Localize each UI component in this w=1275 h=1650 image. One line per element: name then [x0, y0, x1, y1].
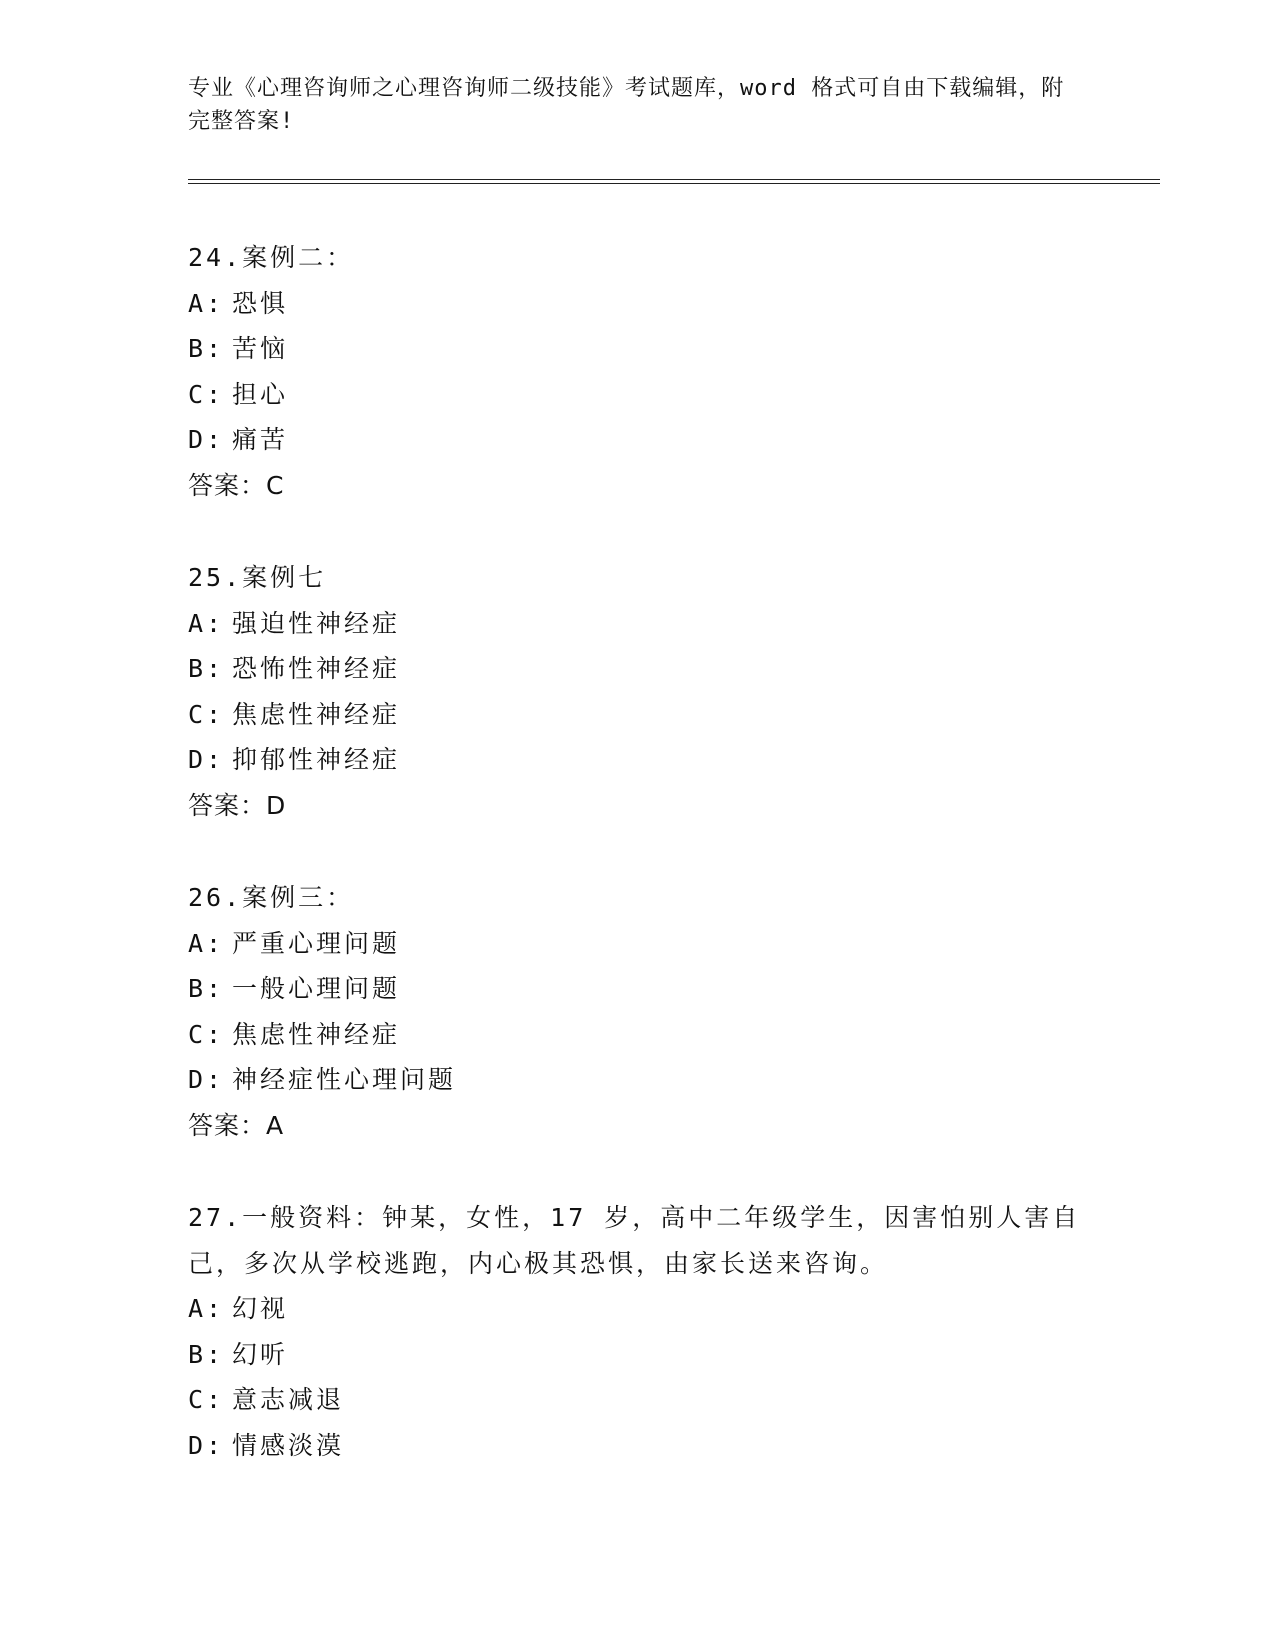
question-stem: 25.案例七	[188, 563, 327, 592]
option-key: D:	[188, 745, 225, 774]
question-25	[188, 555, 1088, 828]
option-key: A:	[188, 288, 225, 318]
answer-line: 答案：A	[188, 1110, 285, 1140]
option-a	[188, 921, 1088, 967]
option-text: 幻听	[232, 1339, 289, 1369]
option-key: D:	[188, 1430, 225, 1460]
option-text: 严重心理问题	[232, 928, 401, 958]
option-text: 一般心理问题	[232, 974, 401, 1003]
option-key: B:	[188, 1339, 225, 1369]
option-b	[188, 1332, 1088, 1378]
header-divider-top	[188, 179, 1160, 180]
option-text: 恐惧	[232, 288, 289, 318]
answer-line: 答案：C	[188, 470, 285, 500]
option-key: C:	[188, 1385, 225, 1414]
option-text: 恐怖性神经症	[232, 654, 401, 683]
option-text: 意志减退	[232, 1385, 345, 1414]
option-a	[188, 281, 1088, 327]
option-text: 幻视	[232, 1294, 289, 1323]
option-c	[188, 1377, 1088, 1423]
option-b	[188, 326, 1088, 372]
option-d	[188, 737, 1088, 783]
question-stem: 24.案例二：	[188, 243, 355, 272]
option-key: C:	[188, 1019, 225, 1049]
question-27	[188, 1195, 1088, 1468]
option-b	[188, 646, 1088, 692]
option-key: B:	[188, 974, 225, 1003]
option-text: 强迫性神经症	[232, 608, 401, 638]
question-stem: 26.案例三：	[188, 883, 355, 912]
option-key: B:	[188, 334, 225, 363]
option-key: D:	[188, 425, 225, 454]
option-d	[188, 417, 1088, 463]
option-text: 焦虑性神经症	[232, 1019, 401, 1049]
option-key: B:	[188, 654, 225, 683]
option-c	[188, 692, 1088, 738]
option-text: 痛苦	[232, 425, 289, 454]
option-text: 担心	[232, 379, 289, 409]
question-26	[188, 875, 1088, 1148]
option-b	[188, 966, 1088, 1012]
option-text: 神经症性心理问题	[232, 1065, 457, 1094]
option-text: 焦虑性神经症	[232, 699, 401, 729]
document-header: 专业《心理咨询师之心理咨询师二级技能》考试题库，word 格式可自由下载编辑，附完整答案!	[188, 76, 1065, 134]
option-c	[188, 372, 1088, 418]
option-key: A:	[188, 928, 225, 958]
question-stem: 27.一般资料：钟某，女性，17 岁，高中二年级学生，因害怕别人害自己，多次从学校逃跑，内心极其恐惧，由家长送来咨询。	[188, 1203, 1081, 1278]
option-key: D:	[188, 1065, 225, 1094]
option-key: A:	[188, 608, 225, 638]
option-key: A:	[188, 1294, 225, 1323]
header-divider-bottom	[188, 183, 1160, 184]
option-text: 苦恼	[232, 334, 289, 363]
option-a	[188, 601, 1088, 647]
option-key: C:	[188, 379, 225, 409]
option-a	[188, 1286, 1088, 1332]
option-text: 抑郁性神经症	[232, 745, 401, 774]
option-c	[188, 1012, 1088, 1058]
option-key: C:	[188, 699, 225, 729]
option-d	[188, 1423, 1088, 1469]
answer-line: 答案：D	[188, 790, 287, 820]
option-text: 情感淡漠	[232, 1430, 345, 1460]
question-24	[188, 235, 1088, 508]
option-d	[188, 1057, 1088, 1103]
